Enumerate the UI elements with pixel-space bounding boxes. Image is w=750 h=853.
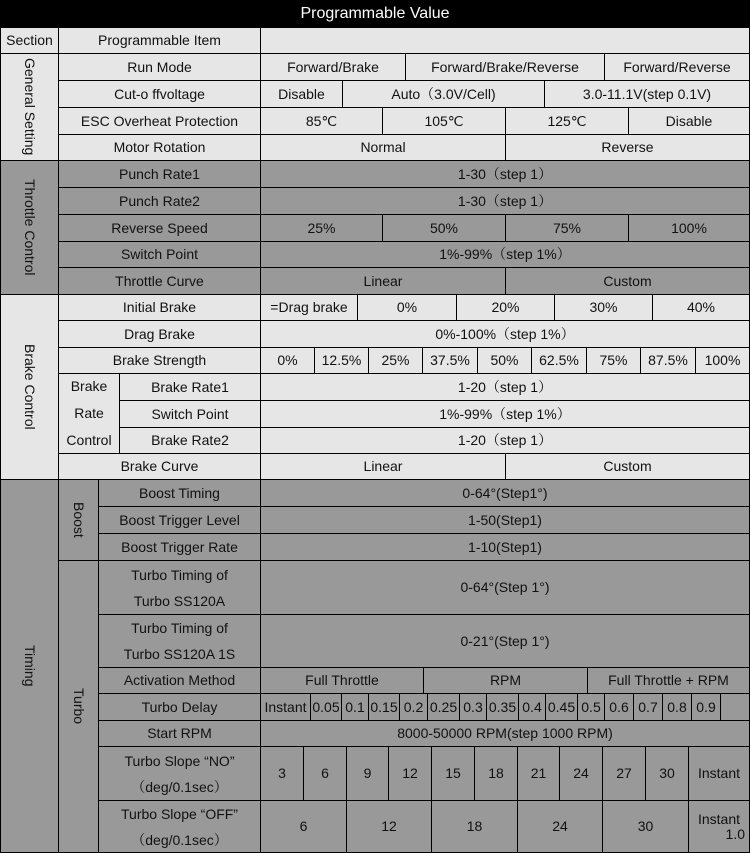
programmable-item-header: Programmable Item: [58, 27, 261, 54]
overheat-protection-value: Disable: [628, 107, 750, 135]
section-general-setting: General Setting: [0, 53, 59, 161]
turbo-delay-value: 0.25: [427, 693, 460, 721]
activation-method-value: RPM: [423, 667, 588, 694]
boost-trigger-rate-value: 1-10(Step1): [260, 533, 750, 561]
reverse-speed-value: 100%: [628, 214, 750, 242]
brake-strength-value: 100%: [695, 347, 750, 374]
punch-rate1-label: Punch Rate1: [58, 160, 261, 188]
boost-trigger-rate-label: Boost Trigger Rate: [98, 533, 261, 561]
turbo-slope-no-value: 30: [645, 746, 689, 801]
turbo-slope-no-value: 6: [303, 746, 347, 801]
drag-brake-label: Drag Brake: [58, 320, 261, 348]
turbo-slope-off-value: 12: [346, 800, 432, 853]
brake-strength-value: 62.5%: [531, 347, 587, 374]
punch-rate1-value: 1-30（step 1）: [260, 160, 750, 188]
punch-rate2-label: Punch Rate2: [58, 187, 261, 215]
switch-point-value: 1%-99%（step 1%）: [260, 241, 750, 268]
cutoff-voltage-label: Cut-o ffvoltage: [58, 80, 261, 108]
brake-rate-control-line: Control: [66, 432, 112, 448]
brake-switch-point-label: Switch Point: [119, 400, 261, 428]
brake-strength-label: Brake Strength: [58, 347, 261, 374]
brake-curve-value: Linear: [260, 453, 506, 480]
brake-switch-point-value: 1%-99%（step 1%）: [260, 400, 750, 428]
turbo-delay-value: 0.4: [518, 693, 546, 721]
brake-curve-label: Brake Curve: [58, 453, 261, 480]
turbo-slope-no-label: [98, 746, 261, 801]
start-rpm-label: Start RPM: [98, 720, 261, 747]
initial-brake-value: 40%: [652, 294, 750, 321]
turbo-timing-ss120a-value: 0-64°(Step 1°): [260, 560, 750, 615]
boost-trigger-level-value: 1-50(Step1): [260, 506, 750, 534]
reverse-speed-value: 25%: [260, 214, 383, 242]
brake-strength-value: 75%: [586, 347, 641, 374]
turbo-delay-value: 0.45: [545, 693, 578, 721]
start-rpm-value: 8000-50000 RPM(step 1000 RPM): [260, 720, 750, 747]
label-line: （deg/0.1sec）: [131, 778, 228, 795]
label-line: Turbo SS120A 1S: [123, 646, 236, 662]
subsection-turbo: Turbo: [58, 560, 99, 853]
boost-trigger-level-label: Boost Trigger Level: [98, 506, 261, 534]
motor-rotation-value: Normal: [260, 134, 506, 161]
section-brake-control: Brake Control: [0, 294, 59, 480]
brake-rate1-label: Brake Rate1: [119, 373, 261, 401]
turbo-delay-value: 0.15: [368, 693, 400, 721]
throttle-curve-value: Linear: [260, 267, 506, 295]
overheat-protection-value: 105℃: [382, 107, 506, 135]
reverse-speed-value: 50%: [382, 214, 506, 242]
initial-brake-label: Initial Brake: [58, 294, 261, 321]
turbo-slope-no-value: 21: [517, 746, 560, 801]
turbo-slope-no-value: 3: [260, 746, 304, 801]
brake-rate-control-line: Brake: [70, 378, 108, 394]
initial-brake-value: 20%: [456, 294, 555, 321]
label-line: Turbo Slope “NO”: [124, 752, 235, 769]
turbo-delay-blank: [720, 693, 750, 721]
brake-strength-value: 0%: [260, 347, 315, 374]
turbo-slope-no-value: 18: [474, 746, 518, 801]
switch-point-label: Switch Point: [58, 241, 261, 268]
initial-brake-value: 30%: [554, 294, 653, 321]
turbo-slope-off-value: 18: [431, 800, 518, 853]
overheat-protection-value: 125℃: [505, 107, 629, 135]
brake-rate-control-group: [58, 373, 120, 454]
turbo-delay-value: 0.8: [662, 693, 692, 721]
section-header: Section: [0, 27, 59, 54]
turbo-slope-no-value: 27: [602, 746, 646, 801]
run-mode-value: Forward/Reverse: [604, 53, 750, 81]
turbo-slope-no-value: 15: [431, 746, 475, 801]
cutoff-voltage-value: Disable: [260, 80, 343, 108]
initial-brake-value: =Drag brake: [260, 294, 358, 321]
turbo-delay-value: 0.5: [577, 693, 605, 721]
turbo-slope-off-value: 6: [260, 800, 347, 853]
brake-rate2-label: Brake Rate2: [119, 427, 261, 454]
punch-rate2-value: 1-30（step 1）: [260, 187, 750, 215]
drag-brake-value: 0%-100%（step 1%）: [260, 320, 750, 348]
turbo-delay-value: 0.7: [633, 693, 663, 721]
turbo-slope-off-label: [98, 800, 261, 853]
brake-strength-value: 87.5%: [640, 347, 696, 374]
section-timing: Timing: [0, 479, 59, 853]
boost-timing-label: Boost Timing: [98, 479, 261, 507]
run-mode-value: Forward/Brake: [260, 53, 406, 81]
run-mode-value: Forward/Brake/Reverse: [405, 53, 605, 81]
brake-strength-value: 50%: [477, 347, 532, 374]
turbo-slope-no-value: 24: [559, 746, 603, 801]
subsection-boost: Boost: [58, 479, 99, 561]
activation-method-value: Full Throttle + RPM: [587, 667, 750, 694]
turbo-slope-no-value: 12: [388, 746, 432, 801]
brake-strength-value: 25%: [368, 347, 423, 374]
turbo-delay-value: 0.9: [691, 693, 721, 721]
turbo-slope-no-value: Instant: [688, 746, 750, 801]
turbo-delay-value: 0.6: [604, 693, 634, 721]
instant-line: 1.0: [725, 825, 745, 842]
turbo-delay-value: 0.1: [341, 693, 369, 721]
brake-curve-value: Custom: [505, 453, 750, 480]
motor-rotation-label: Motor Rotation: [58, 134, 261, 161]
cutoff-voltage-value: Auto（3.0V/Cell): [342, 80, 545, 108]
label-line: Turbo Slope “OFF”: [121, 805, 238, 822]
instant-line: Instant: [697, 810, 741, 827]
run-mode-label: Run Mode: [58, 53, 261, 81]
brake-rate2-value: 1-20（step 1）: [260, 427, 750, 454]
throttle-curve-value: Custom: [505, 267, 750, 295]
turbo-timing-ss120a-1s-value: 0-21°(Step 1°): [260, 614, 750, 668]
turbo-delay-value: 0.35: [486, 693, 519, 721]
brake-strength-value: 12.5%: [314, 347, 369, 374]
boost-timing-value: 0-64°(Step1°): [260, 479, 750, 507]
reverse-speed-value: 75%: [505, 214, 629, 242]
initial-brake-value: 0%: [357, 294, 457, 321]
brake-rate-control-line: Rate: [74, 405, 104, 421]
reverse-speed-label: Reverse Speed: [58, 214, 261, 242]
overheat-protection-value: 85℃: [260, 107, 383, 135]
section-throttle-control: Throttle Control: [0, 160, 59, 295]
label-line: Turbo SS120A: [133, 592, 226, 609]
value-header-blank: [260, 27, 750, 54]
brake-rate1-value: 1-20（step 1）: [260, 373, 750, 401]
label-line: Turbo Timing of: [131, 566, 228, 583]
turbo-timing-ss120a-1s-label: [98, 614, 261, 668]
motor-rotation-value: Reverse: [505, 134, 750, 161]
label-line: （deg/0.1sec）: [131, 831, 228, 848]
turbo-delay-value: 0.05: [310, 693, 342, 721]
turbo-delay-value: 0.3: [459, 693, 487, 721]
cutoff-voltage-value: 3.0-11.1V(step 0.1V): [544, 80, 750, 108]
throttle-curve-label: Throttle Curve: [58, 267, 261, 295]
turbo-timing-ss120a-label: [98, 560, 261, 615]
turbo-slope-no-value: 9: [346, 746, 389, 801]
activation-method-label: Activation Method: [98, 667, 261, 694]
turbo-delay-value: Instant: [260, 693, 311, 721]
overheat-protection-label: ESC Overheat Protection: [58, 107, 261, 135]
turbo-slope-off-instant: [688, 800, 750, 853]
brake-strength-value: 37.5%: [422, 347, 478, 374]
turbo-delay-value: 0.2: [399, 693, 428, 721]
table-title: Programmable Value: [0, 0, 750, 28]
turbo-delay-label: Turbo Delay: [98, 693, 261, 721]
turbo-slope-off-value: 30: [602, 800, 689, 853]
turbo-slope-off-value: 24: [517, 800, 603, 853]
activation-method-value: Full Throttle: [260, 667, 424, 694]
label-line: Turbo Timing of: [131, 620, 228, 636]
